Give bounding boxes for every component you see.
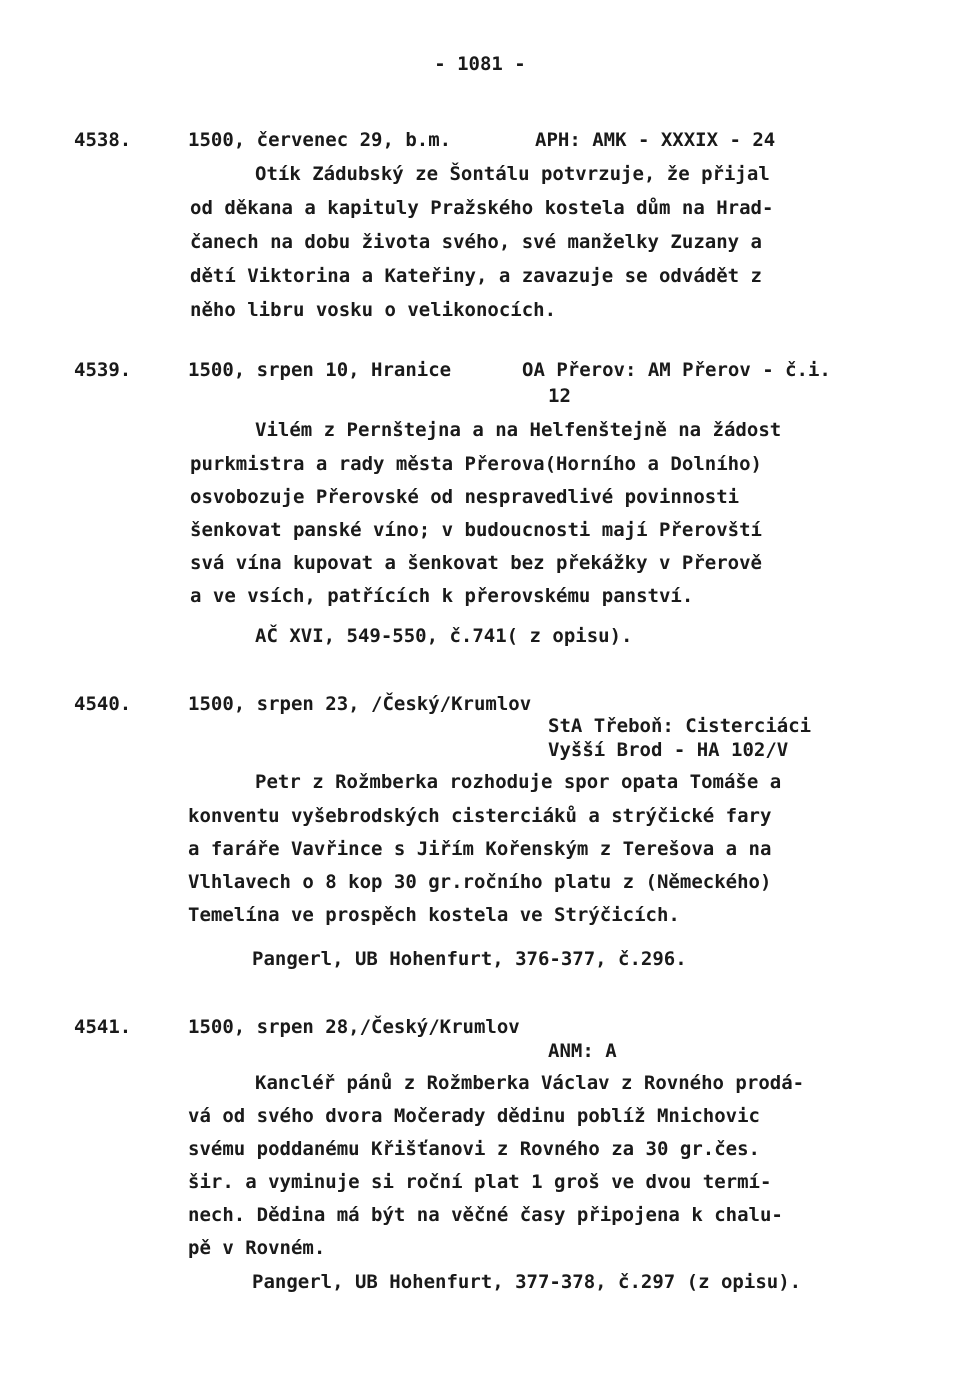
entry-number: 4538. — [74, 129, 132, 151]
entry-date-place: 1500, srpen 23, /Český/Krumlov — [188, 693, 532, 715]
entry-text-line: a ve vsích, patřících k přerovskému panství. — [190, 585, 694, 607]
entry-text-line: Petr z Rožmberka rozhoduje spor opata Tomáše a — [255, 771, 782, 793]
entry-text-line: vá od svého dvora Močerady dědinu poblíž Mnichovic — [188, 1105, 760, 1127]
entry-text-line: od děkana a kapituly Pražského kostela dům na Hrad- — [190, 197, 774, 219]
entry-text-line: nech. Dědina má být na věčné časy připojena k chalu- — [188, 1204, 783, 1226]
entry-text-line: Vlhlavech o 8 kop 30 gr.ročního platu z (Německého) — [188, 871, 772, 893]
entry-text-line: pě v Rovném. — [188, 1237, 326, 1259]
entry-text-line: konventu vyšebrodských cisterciáků a strýčické fary — [188, 805, 772, 827]
entry-text-line: šenkovat panské víno; v budoucnosti mají Přerovští — [190, 519, 762, 541]
entry-text-line: čanech na dobu života svého, své manželky Zuzany a — [190, 231, 762, 253]
entry-archive-cont: Vyšší Brod - HA 102/V — [548, 739, 789, 761]
entry-source: Pangerl, UB Hohenfurt, 377-378, č.297 (z opisu). — [252, 1271, 802, 1293]
entry-number: 4540. — [74, 693, 132, 715]
entry-text-line: a faráře Vavřince s Jiřím Kořenským z Terešova a na — [188, 838, 772, 860]
page-number: - 1081 - — [434, 53, 526, 75]
entry-text-line: svá vína kupovat a šenkovat bez překážky v Přerově — [190, 552, 762, 574]
entry-archive: StA Třeboň: Cisterciáci — [548, 715, 812, 737]
entry-source: Pangerl, UB Hohenfurt, 376-377, č.296. — [252, 948, 687, 970]
entry-text-line: Otík Zádubský ze Šontálu potvrzuje, že přijal — [255, 163, 770, 185]
entry-text-line: dětí Viktorina a Kateřiny, a zavazuje se odvádět z — [190, 265, 762, 287]
entry-text-line: Temelína ve prospěch kostela ve Strýčicích. — [188, 904, 680, 926]
entry-archive: ANM: A — [548, 1040, 617, 1062]
entry-date-place: 1500, červenec 29, b.m. — [188, 129, 452, 151]
entry-number: 4539. — [74, 359, 132, 381]
entry-archive: OA Přerov: AM Přerov - č.i. — [522, 359, 831, 381]
entry-number: 4541. — [74, 1016, 132, 1038]
entry-archive-cont: 12 — [548, 385, 571, 407]
entry-text-line: šir. a vyminuje si roční plat 1 groš ve dvou termí- — [188, 1171, 772, 1193]
entry-text-line: Kancléř pánů z Rožmberka Václav z Rovného prodá- — [255, 1072, 805, 1094]
entry-text-line: něho libru vosku o velikonocích. — [190, 299, 557, 321]
entry-text-line: purkmistra a rady města Přerova(Horního a Dolního) — [190, 453, 762, 475]
entry-archive: APH: AMK - XXXIX - 24 — [535, 129, 776, 151]
entry-date-place: 1500, srpen 10, Hranice — [188, 359, 452, 381]
entry-text-line: svému poddanému Křišťanovi z Rovného za 30 gr.čes. — [188, 1138, 760, 1160]
entry-date-place: 1500, srpen 28,/Český/Krumlov — [188, 1016, 520, 1038]
entry-text-line: osvobozuje Přerovské od nespravedlivé povinnosti — [190, 486, 740, 508]
entry-source: AČ XVI, 549-550, č.741( z opisu). — [255, 625, 633, 647]
entry-text-line: Vilém z Pernštejna a na Helfenštejně na žádost — [255, 419, 782, 441]
